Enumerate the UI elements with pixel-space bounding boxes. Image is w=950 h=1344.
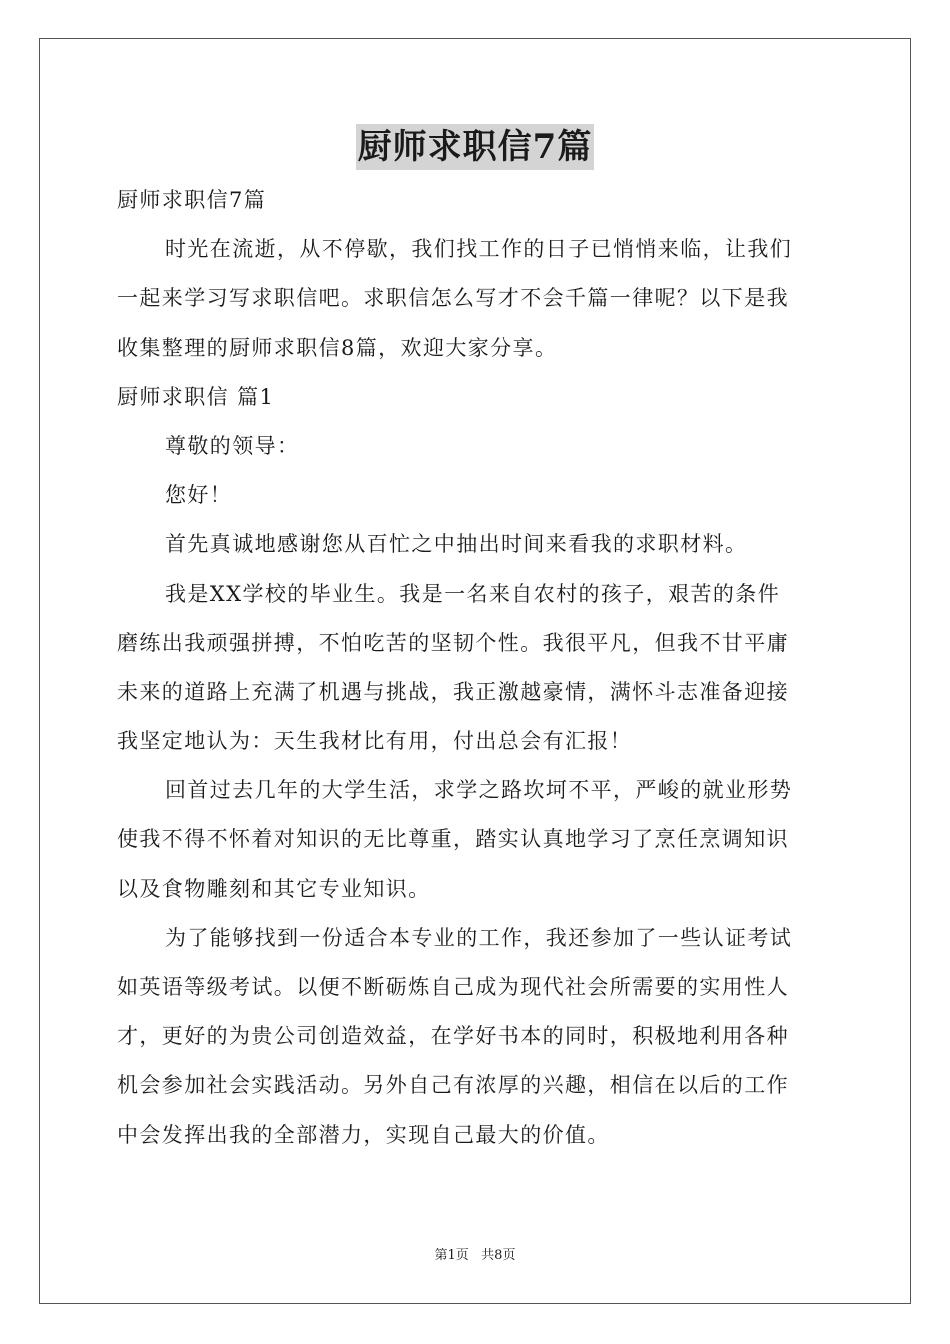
text-line: 我是XX学校的毕业生。我是一名来自农村的孩子，艰苦的条件 — [165, 581, 781, 606]
text-line: 尊敬的领导： — [165, 433, 300, 458]
text-line: 机会参加社会实践活动。另外自己有浓厚的兴趣，相信在以后的工作 — [117, 1073, 789, 1098]
text-line: 使我不得不怀着对知识的无比尊重，踏实认真地学习了烹任烹调知识 — [117, 827, 789, 852]
text-line: 我坚定地认为：天生我材比有用，付出总会有汇报！ — [117, 729, 633, 754]
text-line: 回首过去几年的大学生活，求学之路坎坷不平，严峻的就业形势 — [165, 778, 793, 803]
text-line: 您好！ — [165, 483, 233, 508]
title-container — [0, 124, 950, 170]
page-footer: 第1页 共8页 — [434, 1248, 516, 1263]
text-line: 首先真诚地感谢您从百忙之中抽出时间来看我的求职材料。 — [165, 532, 748, 557]
text-line: 才，更好的为贵公司创造效益，在学好书本的同时，积极地利用各种 — [117, 1024, 789, 1049]
document-body — [117, 176, 833, 1160]
text-line: 未来的道路上充满了机遇与挑战，我正激越豪情，满怀斗志准备迎接 — [117, 679, 789, 704]
text-line: 收集整理的厨师求职信8篇，欢迎大家分享。 — [117, 335, 558, 360]
text-line: 一起来学习写求职信吧。求职信怎么写才不会千篇一律呢？以下是我 — [117, 286, 789, 311]
text-line: 如英语等级考试。以便不断砺炼自己成为现代社会所需要的实用性人 — [117, 975, 789, 999]
text-line: 中会发挥出我的全部潜力，实现自己最大的价值。 — [117, 1122, 610, 1147]
text-line: 以及食物雕刻和其它专业知识。 — [117, 876, 431, 901]
text-line: 磨练出我顽强拼搏，不怕吃苦的坚韧个性。我很平凡，但我不甘平庸 — [117, 630, 789, 655]
text-line: 时光在流逝，从不停歇，我们找工作的日子已悄悄来临，让我们 — [165, 237, 793, 262]
text-line: 为了能够找到一份适合本专业的工作，我还参加了一些认证考试 — [165, 925, 793, 950]
document-title: 厨师求职信7篇 — [356, 124, 595, 170]
text-line: 厨师求职信7篇 — [117, 188, 267, 212]
text-line: 厨师求职信 篇1 — [117, 384, 275, 409]
